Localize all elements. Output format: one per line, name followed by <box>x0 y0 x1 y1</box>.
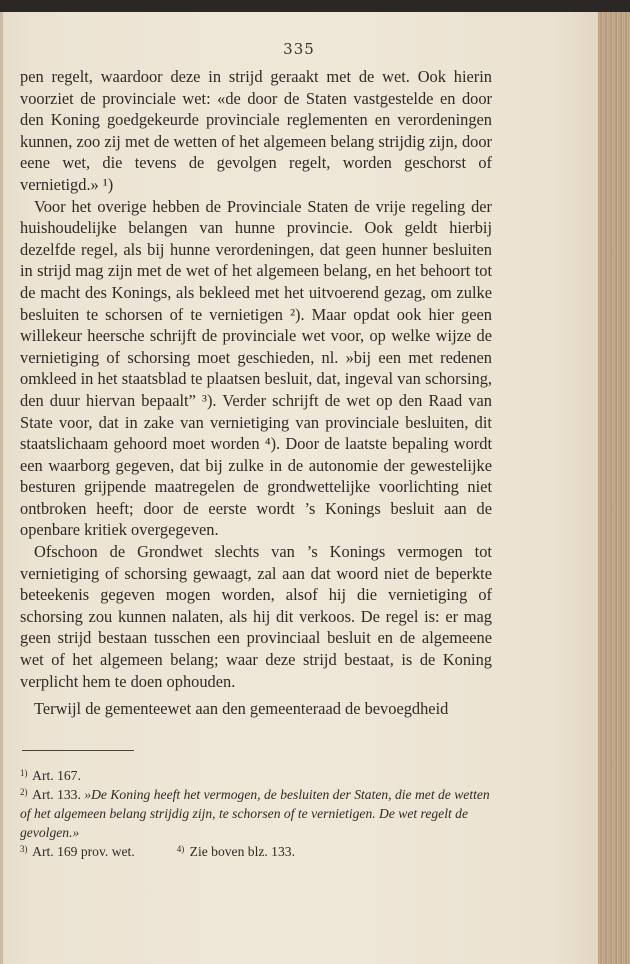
footnote-divider <box>22 750 134 751</box>
body-text <box>20 66 492 720</box>
footnote-mark: 3) <box>20 844 28 854</box>
footnote-mark: 2) <box>20 787 28 797</box>
paragraph-2: Voor het overige hebben de Provinciale Staten de vrije regeling der huishoudelijke belangen van hunne provincie. Ook geldt hierbij dezelfde regel, als bij hunne verordeningen, dat geen hunner besluiten in strijd mag zijn met de wet of het algemeen belang, en het behoort tot de macht des Konings, als bekleed met het uitvoerend gezag, om zulke besluiten te schorsen of te vernietigen ²). Maar opdat ook hier geen willekeur heersche schrijft de provinciale wet voor, op welke wijze de vernietiging of schorsing moet geschieden, nl. »bij een met redenen omkleed in het staatsblad te plaatsen besluit, dat, ingeval van schorsing, den duur hiervan bepaalt” ³). Verder schrijft de wet op den Raad van State voor, dat in zake van vernietiging van provinciale besluiten, dit staatslichaam gehoord moet worden ⁴). Door de laatste bepaling wordt een waarborg gegeven, dat bij zulke in de autonomie der gewestelijke besturen grijpende maatregelen de grondwettelijke voorlichting niet ontbroken heeft; door de eerste wordt ’s Konings besluit aan de openbare kritiek overgegeven. <box>20 196 492 540</box>
footnote-text: Art. 167. <box>32 768 81 783</box>
footnotes <box>20 766 492 861</box>
paragraph-4: Terwijl de gementeewet aan den gemeenteraad de bevoegdheid <box>34 699 449 719</box>
paragraph-3: Ofschoon de Grondwet slechts van ’s Konings vermogen tot vernietiging of schorsing gewaagt, zal aan dat woord niet de beperkte beteekenis gegeven mogen worden, alsof hij die vernietiging of schorsing zou kunnen nalaten, als hij dit verkoos. De regel is: er mag geen strijd bestaan tusschen een provinciaal besluit en de algemeene wet of het algemeen belang; waar deze strijd bestaat, is de Koning verplicht hem te doen ophouden. <box>20 542 492 691</box>
scan-top-band <box>0 0 630 12</box>
page-number: 335 <box>283 40 315 58</box>
binding-shadow <box>0 12 3 964</box>
footnote-mark: 1) <box>20 768 28 778</box>
footnote-row <box>20 842 492 861</box>
footnote-text: Art. 133. <box>32 787 81 802</box>
footnote-2 <box>20 785 492 842</box>
footnote-3 <box>20 842 135 861</box>
footnote-1 <box>20 766 492 785</box>
paragraph-1: pen regelt, waardoor deze in strijd geraakt met de wet. Ook hierin voorziet de provinciale wet: «de door de Staten vastgestelde en door den Koning goedgekeurde provinciale reglementen en verordeningen kunnen, zoo zij met de wetten of het algemeen belang strijdig zijn, door eene wet, die tevens de gevolgen regelt, worden geschorst of vernietigd.» ¹) <box>20 67 492 194</box>
footnote-text: Art. 169 prov. wet. <box>32 844 135 859</box>
footnote-quote: »De Koning heeft het vermogen, de besluiten der Staten, die met de wetten of het algemeen belang strijdig zijn, te schorsen of te vernietigen. De wet regelt de gevolgen.» <box>20 787 490 840</box>
footnote-4 <box>177 842 295 861</box>
footnote-text: Zie boven blz. 133. <box>189 844 295 859</box>
footnote-mark: 4) <box>176 844 185 854</box>
page-edges <box>598 12 630 964</box>
